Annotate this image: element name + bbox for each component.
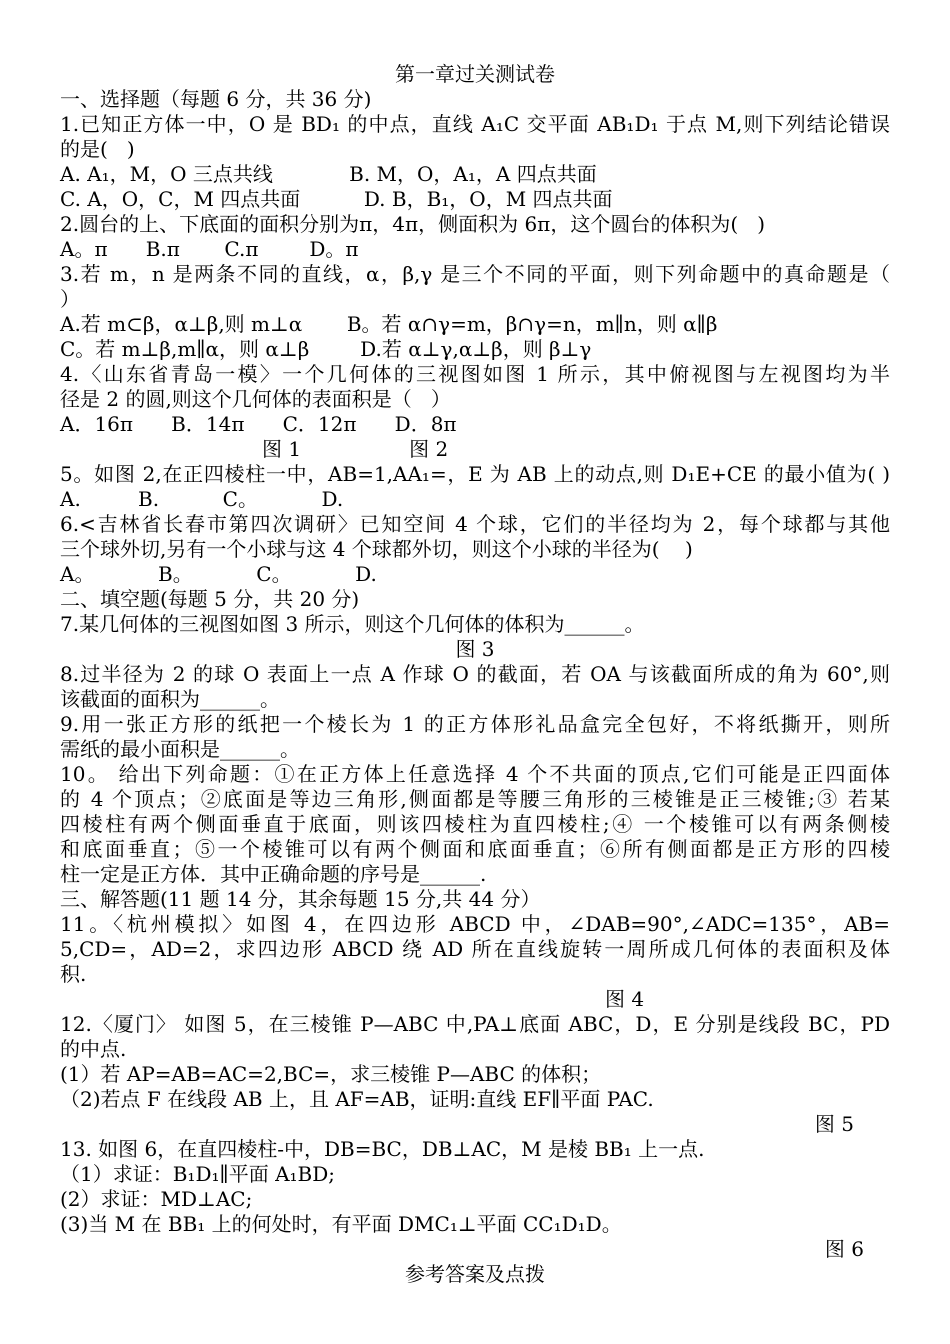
answer-options: A。 B。 C。 D. <box>60 562 377 586</box>
figure-caption: 图 4 <box>605 987 645 1011</box>
question-text: 6.<吉林省长春市第四次调研〉已知空间 4 个球，它们的半径均为 2，每个球都与其他 <box>60 512 890 536</box>
section-heading: 二、填空题(每题 5 分，共 20 分) <box>60 587 360 611</box>
figure-caption: 图 1 图 2 <box>262 437 449 461</box>
question-text: 12.〈厦门〉 如图 5，在三棱锥 P—ABC 中,PA⊥底面 ABC，D，E 分别是线段 BC，PD <box>60 1012 890 1036</box>
answers-heading: 参考答案及点拨 <box>405 1262 545 1286</box>
answer-options: C。若 m⊥β,m∥α，则 α⊥β D.若 α⊥γ,α⊥β，则 β⊥γ <box>60 337 592 361</box>
question-text: ） <box>60 287 80 311</box>
question-text: 三个球外切,另有一个小球与这 4 个球都外切，则这个小球的半径为( ) <box>60 537 693 561</box>
question-text: (2）求证：MD⊥AC; <box>60 1187 253 1211</box>
figure-caption: 图 6 <box>824 1237 864 1261</box>
answer-options: A. B. C。 D. <box>60 487 344 511</box>
question-text: 4.〈山东省青岛一模〉一个几何体的三视图如图 1 所示，其中俯视图与左视图均为半 <box>60 362 890 386</box>
answer-options: A．16π B．14π C．12π D．8π <box>60 412 457 436</box>
question-text: 3.若 m，n 是两条不同的直线，α，β,γ 是三个不同的平面，则下列命题中的真命题是（ <box>60 262 890 286</box>
question-text: 和底面垂直；⑤一个棱锥可以有两个侧面和底面垂直；⑥所有侧面都是正方形的四棱 <box>60 837 890 861</box>
question-text: 2.圆台的上、下底面的面积分别为π，4π，侧面积为 6π，这个圆台的体积为( ) <box>60 212 765 236</box>
page-title: 第一章过关测试卷 <box>395 62 555 86</box>
answer-options: A.若 m⊂β，α⊥β,则 m⊥α B。若 α∩γ=m，β∩γ=n，m∥n，则 α∥β <box>60 312 718 336</box>
answer-options: A。π B.π C.π D。π <box>60 237 359 261</box>
question-text: 柱一定是正方体．其中正确命题的序号是______. <box>60 862 487 886</box>
question-text: （1）求证：B₁D₁∥平面 A₁BD; <box>60 1162 336 1186</box>
question-text: (3)当 M 在 BB₁ 上的何处时，有平面 DMC₁⊥平面 CC₁D₁D。 <box>60 1212 622 1236</box>
question-text: （2)若点 F 在线段 AB 上，且 AF=AB，证明:直线 EF∥平面 PAC. <box>60 1087 654 1111</box>
question-text: 的是( ) <box>60 137 135 161</box>
figure-caption: 图 3 <box>455 637 495 661</box>
question-text: 11。〈杭州模拟〉如图 4，在四边形 ABCD 中，∠DAB=90°,∠ADC=135°，AB= <box>60 912 890 936</box>
answer-options: C. A，O，C，M 四点共面 D. B，B₁，O，M 四点共面 <box>60 187 613 211</box>
question-text: 7.某几何体的三视图如图 3 所示，则这个几何体的体积为______。 <box>60 612 645 636</box>
question-text: 9.用一张正方形的纸把一个棱长为 1 的正方体形礼品盒完全包好，不将纸撕开，则所 <box>60 712 890 736</box>
question-text: 径是 2 的圆,则这个几何体的表面积是（ ） <box>60 387 451 411</box>
question-text: 1.已知正方体一中，O 是 BD₁ 的中点，直线 A₁C 交平面 AB₁D₁ 于点 M,则下列结论错误 <box>60 112 890 136</box>
question-text: (1）若 AP=AB=AC=2,BC=，求三棱锥 P—ABC 的体积； <box>60 1062 602 1086</box>
question-text: 的 4 个顶点；②底面是等边三角形,侧面都是等腰三角形的三棱锥是正三棱锥;③ 若某 <box>60 787 890 811</box>
question-text: 8.过半径为 2 的球 O 表面上一点 A 作球 O 的截面，若 OA 与该截面所成的角为 60°,则 <box>60 662 890 686</box>
answer-options: A. A₁，M，O 三点共线 B. M，O，A₁，A 四点共面 <box>60 162 597 186</box>
question-text: 13. 如图 6，在直四棱柱-中，DB=BC，DB⊥AC，M 是棱 BB₁ 上一点. <box>60 1137 705 1161</box>
question-text: 需纸的最小面积是______。 <box>60 737 300 761</box>
question-text: 的中点. <box>60 1037 127 1061</box>
question-text: 积. <box>60 962 87 986</box>
question-text: 5,CD=，AD=2，求四边形 ABCD 绕 AD 所在直线旋转一周所成几何体的表面积及体 <box>60 937 890 961</box>
question-text: 5。如图 2,在正四棱柱一中，AB=1,AA₁=，E 为 AB 上的动点,则 D₁E+CE 的最小值为( ) <box>60 462 890 486</box>
question-text: 该截面的面积为______。 <box>60 687 280 711</box>
section-heading: 一、选择题（每题 6 分，共 36 分) <box>60 87 372 111</box>
section-heading: 三、解答题(11 题 14 分，其余每题 15 分,共 44 分） <box>60 887 541 911</box>
question-text: 10。 给出下列命题：①在正方体上任意选择 4 个不共面的顶点,它们可能是正四面体 <box>60 762 890 786</box>
figure-caption: 图 5 <box>814 1112 854 1136</box>
question-text: 四棱柱有两个侧面垂直于底面，则该四棱柱为直四棱柱;④ 一个棱锥可以有两条侧棱 <box>60 812 890 836</box>
